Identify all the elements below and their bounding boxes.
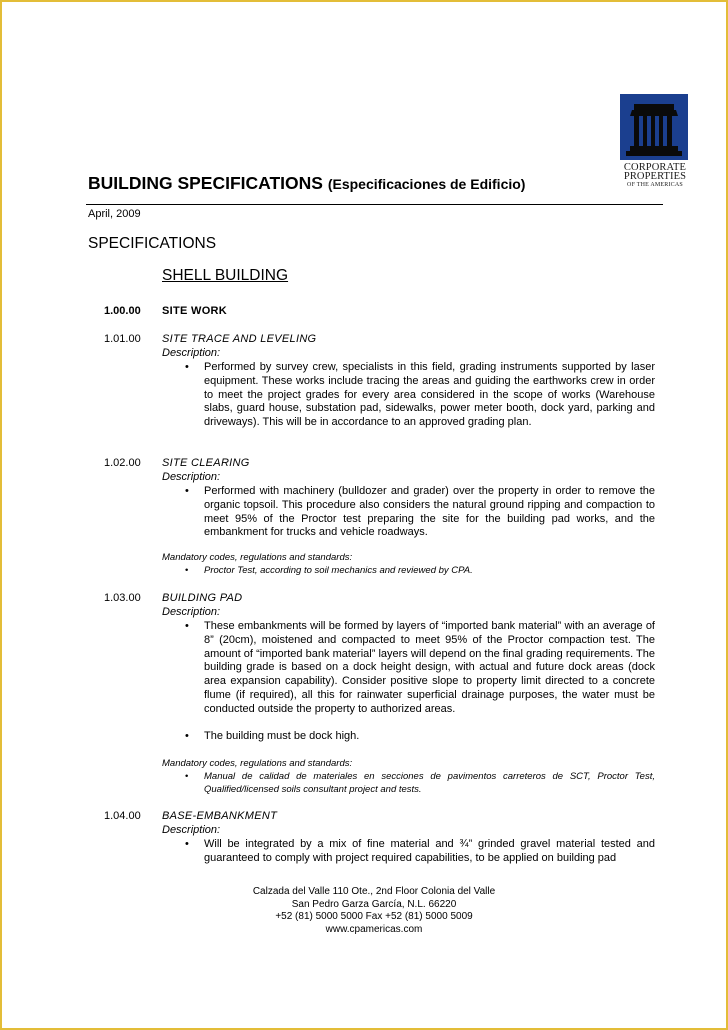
bullet-marker: •: [185, 565, 189, 576]
section-number: 1.04.00: [104, 810, 141, 822]
bullet-marker: •: [185, 361, 189, 373]
bullet-marker: •: [185, 730, 189, 742]
bullet-marker: •: [185, 620, 189, 632]
bullet-text: The building must be dock high.: [204, 730, 360, 742]
bullet-marker: •: [185, 771, 189, 782]
footer-phone-line: +52 (81) 5000 5000 Fax +52 (81) 5000 5009: [275, 911, 473, 923]
bullet-text: Will be integrated by a mix of fine material and ¾” grinded gravel material tested and guaranteed to comply with project required capabilities, to be applied on building pad: [204, 838, 655, 864]
bullet-text: These embankments will be formed by layers of “imported bank material” with an average of 8” (20cm), moistened and compacted to meet 95% of the Proctor compaction test. The amount of “imported bank material” layers will depend on the final grading requirements. The building grade is based on a dock height design, with actual and future dock areas (dock area expansion capability). Consider positive slope to property limit directed to a concrete flume (if required), all this for rainwater superficial drainage purposes, the water must be conducted outside the property to authorized areas.: [204, 620, 655, 715]
shell-building-heading: SHELL BUILDING: [162, 267, 289, 284]
logo-wordmark: [619, 163, 691, 190]
mandatory-codes-label: Mandatory codes, regulations and standards:: [162, 758, 353, 769]
section-title: BUILDING PAD: [162, 592, 243, 604]
bullet-marker: •: [185, 485, 189, 497]
section-title: SITE WORK: [162, 305, 228, 317]
footer-city-line: San Pedro Garza García, N.L. 66220: [291, 898, 457, 910]
section-title: SITE CLEARING: [162, 457, 250, 469]
section-number: 1.00.00: [104, 305, 141, 317]
section-title: BASE-EMBANKMENT: [162, 810, 278, 822]
section-number: 1.01.00: [104, 333, 141, 345]
document-date: April, 2009: [88, 208, 141, 220]
page-footer: [232, 886, 516, 936]
footer-address-line: Calzada del Valle 110 Ote., 2nd Floor Colonia del Valle: [252, 886, 496, 897]
title-subtitle: (Especificaciones de Edificio): [327, 176, 526, 192]
bullet-marker: •: [185, 838, 189, 850]
specifications-heading: SPECIFICATIONS: [88, 235, 217, 252]
section-number: 1.02.00: [104, 457, 141, 469]
description-label: Description:: [162, 471, 221, 483]
bullet-text: Performed by survey crew, specialists in this field, grading instruments supported by laser equipment. These works include tracing the areas and guiding the earthworks crew in order to meet the project grades for every area considered in the scope of works (Warehouse slabs, guard house, substation pad, sidewalks, power meter booth, dock yard, parking and driveways). This will be in accordance to an approved grading plan.: [204, 361, 655, 429]
company-logo: [619, 94, 691, 190]
bullet-text: Performed with machinery (bulldozer and grader) over the property in order to remove the organic topsoil. This procedure also considers the natural ground ripping and compaction to meet 95% of the Proctor test preparing the site for the building pad works, and the embankment for trucks and vehicle roadways.: [204, 485, 655, 539]
logo-line-2: PROPERTIES: [623, 171, 687, 182]
footer-website: www.cpamericas.com: [325, 923, 423, 935]
logo-line-3: OF THE AMERICAS: [627, 182, 683, 188]
mandatory-item: Proctor Test, according to soil mechanics and reviewed by CPA.: [204, 565, 473, 576]
mandatory-codes-label: Mandatory codes, regulations and standards:: [162, 552, 353, 563]
building-logo-icon: [620, 94, 688, 160]
description-label: Description:: [162, 824, 221, 836]
description-label: Description:: [162, 347, 221, 359]
mandatory-item: Manual de calidad de materiales en secciones de pavimentos carreteros de SCT, Proctor Test, Qualified/licensed soils consultant project and tests.: [204, 771, 655, 795]
document-title: [88, 173, 525, 194]
header-divider: [86, 204, 663, 205]
section-number: 1.03.00: [104, 592, 141, 604]
title-main: BUILDING SPECIFICATIONS: [88, 173, 323, 193]
logo-line-1: CORPORATE: [623, 162, 687, 173]
section-title: SITE TRACE AND LEVELING: [162, 333, 317, 345]
description-label: Description:: [162, 606, 221, 618]
